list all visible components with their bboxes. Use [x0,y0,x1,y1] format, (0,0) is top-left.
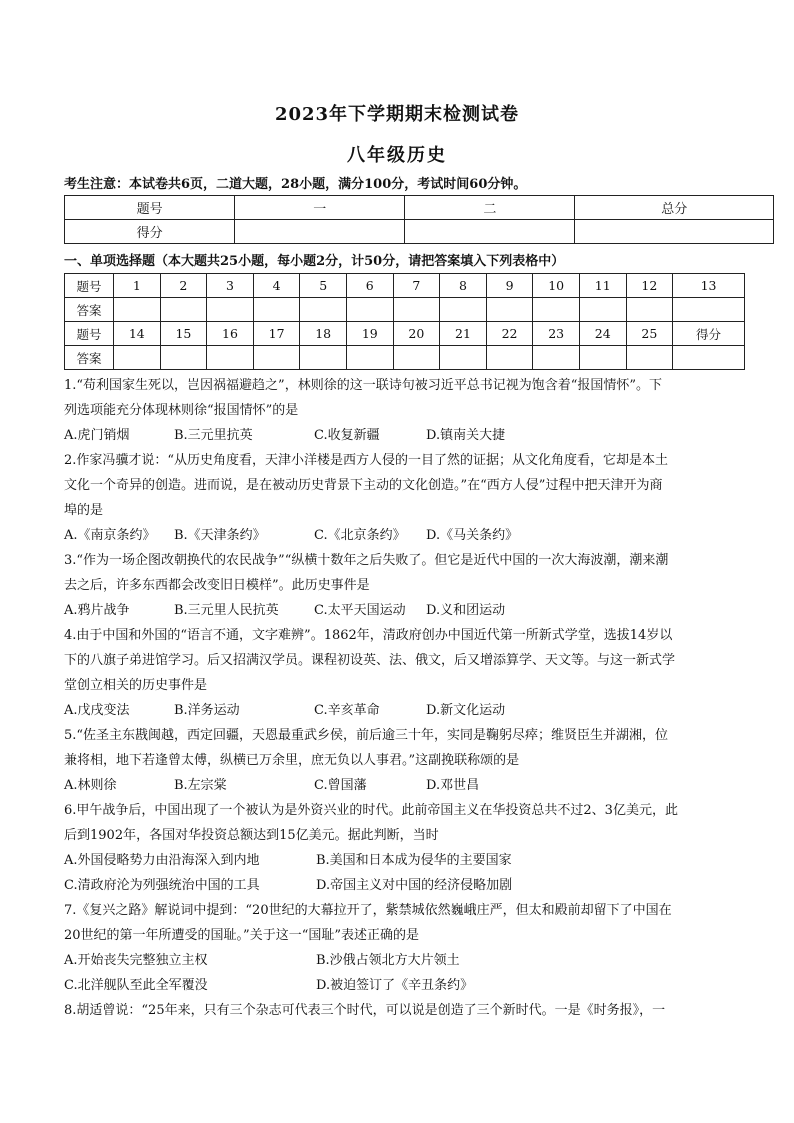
question-number-cell: 1 [114,274,161,298]
section-heading: 一、单项选择题（本大题共25小题，每小题2分，计50分，请把答案填入下列表格中） [64,254,565,269]
question-number-cell: 16 [207,322,254,346]
options-row [64,948,746,973]
answer-input-cell[interactable] [346,298,393,322]
options-row [64,598,746,623]
answer-table-number-row [65,274,745,298]
option-c[interactable]: C.北洋舰队至此全军覆没 [64,978,208,993]
answer-input-cell[interactable] [579,298,626,322]
question-item [64,373,746,448]
option-c[interactable]: C.辛亥革命 [314,703,380,718]
option-d[interactable]: D.新文化运动 [426,703,506,718]
option-b[interactable]: B.美国和日本成为侵华的主要国家 [316,853,512,868]
option-c[interactable]: C.收复新疆 [314,428,380,443]
question-number-cell: 13 [673,274,745,298]
question-number-cell: 8 [440,274,487,298]
answer-table-number-row [65,322,745,346]
option-a[interactable]: A.戊戌变法 [64,703,130,718]
option-b[interactable]: B.三元里人民抗英 [174,603,279,618]
answer-input-cell[interactable] [533,298,580,322]
answer-table [64,273,745,370]
question-number-cell: 15 [160,322,207,346]
option-d[interactable]: D.镇南关大捷 [426,428,506,443]
question-number-cell: 5 [300,274,347,298]
question-number-cell: 24 [579,322,626,346]
score-input-cell[interactable] [405,220,575,244]
score-cell: 二 [405,196,575,220]
answer-input-cell[interactable] [486,298,533,322]
question-stem-line: 3.“作为一场企图改朝换代的农民战争”“纵横十数年之后失败了。但它是近代中国的一次大海波潮，潮来潮 [64,553,669,568]
options-row [64,973,746,998]
question-number-cell: 12 [626,274,673,298]
option-d[interactable]: D.《马关条约》 [426,528,519,543]
answer-input-cell[interactable] [626,346,673,370]
answer-label: 答案 [65,298,114,322]
question-item [64,548,746,623]
question-stem-line: 5.“佐圣主东戡闽越，西定回疆，天恩最重武乡侯，前后逾三十年，实同是鞠躬尽瘁；维贤臣生并湖湘，位 [64,728,669,743]
score-table-header-row [65,196,774,220]
answer-input-cell[interactable] [346,346,393,370]
score-cell: 一 [235,196,405,220]
answer-input-cell[interactable] [579,346,626,370]
answer-table-answer-row [65,298,745,322]
question-number-cell: 19 [346,322,393,346]
question-number-cell: 23 [533,322,580,346]
option-d[interactable]: D.被迫签订了《辛丑条约》 [316,978,474,993]
exam-title: 2023年下学期期末检测试卷 [274,104,520,125]
answer-input-cell[interactable] [160,346,207,370]
answer-input-cell[interactable] [393,346,440,370]
score-table [64,195,774,244]
answer-label: 题号 [65,322,114,346]
option-a[interactable]: A.《南京条约》 [64,528,156,543]
option-a[interactable]: A.虎门销烟 [64,428,130,443]
question-stem-line: 20世纪的第一年所遭受的国耻。”关于这一“国耻”表述正确的是 [64,928,419,943]
option-d[interactable]: D.邓世昌 [426,778,480,793]
answer-input-cell[interactable] [253,298,300,322]
score-cell: 总分 [575,196,774,220]
question-stem-line: 8.胡适曾说：“25年来，只有三个杂志可代表三个时代，可以说是创造了三个新时代。一是《时务报》，一 [64,1003,666,1018]
question-number-cell: 25 [626,322,673,346]
answer-input-cell[interactable] [486,346,533,370]
answer-input-cell[interactable] [207,298,254,322]
answer-input-cell[interactable] [673,298,745,322]
question-item [64,623,746,723]
answer-input-cell[interactable] [253,346,300,370]
answer-input-cell[interactable] [160,298,207,322]
question-number-cell: 20 [393,322,440,346]
answer-input-cell[interactable] [440,298,487,322]
question-number-cell: 7 [393,274,440,298]
score-input-cell[interactable] [575,220,774,244]
question-number-cell: 22 [486,322,533,346]
answer-input-cell[interactable] [440,346,487,370]
options-row [64,523,746,548]
question-stem-line: 4.由于中国和外国的“语言不通，文字难辨”。1862年，清政府创办中国近代第一所新式学堂，选拔14岁以 [64,628,673,643]
question-number-cell: 18 [300,322,347,346]
question-item [64,723,746,798]
question-number-cell: 21 [440,322,487,346]
question-stem-line: 文化一个奇异的创造。进而说，是在被动历史背景下主动的文化创造。”在“西方人侵”过程中把天津开为商 [64,478,663,493]
option-a[interactable]: A.鸦片战争 [64,603,130,618]
option-a[interactable]: A.开始丧失完整独立主权 [64,953,208,968]
answer-input-cell[interactable] [626,298,673,322]
question-number-cell: 2 [160,274,207,298]
options-row [64,773,746,798]
question-item [64,798,746,898]
score-cell: 得分 [65,220,235,244]
exam-notice: 考生注意：本试卷共6页，二道大题，28小题，满分100分，考试时间60分钟。 [64,177,527,192]
exam-subtitle: 八年级历史 [347,145,447,166]
answer-input-cell[interactable] [393,298,440,322]
answer-input-cell[interactable] [300,346,347,370]
question-number-cell: 4 [253,274,300,298]
question-item [64,448,746,548]
question-number-cell: 14 [114,322,161,346]
option-b[interactable]: B.洋务运动 [174,703,240,718]
question-stem-line: 埠的是 [64,503,104,518]
question-number-cell: 9 [486,274,533,298]
question-number-cell: 17 [253,322,300,346]
option-b[interactable]: B.三元里抗英 [174,428,253,443]
option-c[interactable]: C.清政府沦为列强统治中国的工具 [64,878,260,893]
answer-label: 题号 [65,274,114,298]
options-row [64,873,746,898]
option-a[interactable]: A.外国侵略势力由沿海深入到内地 [64,853,260,868]
option-b[interactable]: B.沙俄占领北方大片领土 [316,953,460,968]
question-stem-line: 7.《复兴之路》解说词中提到：“20世纪的大幕拉开了，紫禁城依然巍峨庄严，但太和殿前却留下了中国在 [64,903,672,918]
answer-input-cell[interactable] [673,346,745,370]
question-number-cell: 10 [533,274,580,298]
answer-input-cell[interactable] [533,346,580,370]
option-b[interactable]: B.左宗棠 [174,778,227,793]
option-c[interactable]: C.曾国藩 [314,778,367,793]
score-input-cell[interactable] [235,220,405,244]
question-stem-line: 后到1902年，各国对华投资总额达到15亿美元。据此判断，当时 [64,828,439,843]
question-stem-line: 去之后，许多东西都会改变旧日模样”。此历史事件是 [64,578,370,593]
question-item [64,898,746,998]
question-number-cell: 3 [207,274,254,298]
option-a[interactable]: A.林则徐 [64,778,117,793]
option-c[interactable]: C.《北京条约》 [314,528,406,543]
question-stem-line: 2.作家冯骥才说：“从历史角度看，天津小洋楼是西方人侵的一目了然的证据；从文化角度看，它却是本土 [64,453,669,468]
options-row [64,423,746,448]
option-b[interactable]: B.《天津条约》 [174,528,266,543]
answer-table-answer-row [65,346,745,370]
question-stem-line: 1.“苟利国家生死以，岂因祸福避趋之”，林则徐的这一联诗句被习近平总书记视为饱含着“报国情怀”。下 [64,378,662,393]
options-row [64,848,746,873]
question-number-cell: 得分 [673,322,745,346]
answer-label: 答案 [65,346,114,370]
score-table-score-row [65,220,774,244]
question-item [64,998,746,1023]
answer-input-cell[interactable] [300,298,347,322]
question-stem-line: 兼将相，地下若逢曾太傅，纵横已万余里，庶无负以人事君。”这副挽联称颂的是 [64,753,520,768]
answer-input-cell[interactable] [114,346,161,370]
option-c[interactable]: C.太平天国运动 [314,603,406,618]
question-stem-line: 堂创立相关的历史事件是 [64,678,208,693]
options-row [64,698,746,723]
answer-input-cell[interactable] [207,346,254,370]
question-stem-line: 列选项能充分体现林则徐“报国情怀”的是 [64,403,299,418]
question-stem-line: 下的八旗子弟进馆学习。后又招满汉学员。课程初设英、法、俄文，后又增添算学、天文等。与这一新式学 [64,653,676,668]
option-d[interactable]: D.帝国主义对中国的经济侵略加剧 [316,878,513,893]
question-stem-line: 6.甲午战争后，中国出现了一个被认为是外资兴业的时代。此前帝国主义在华投资总共不过2、3亿美元，此 [64,803,678,818]
answer-input-cell[interactable] [114,298,161,322]
option-d[interactable]: D.义和团运动 [426,603,506,618]
question-number-cell: 6 [346,274,393,298]
score-cell: 题号 [65,196,235,220]
question-number-cell: 11 [579,274,626,298]
